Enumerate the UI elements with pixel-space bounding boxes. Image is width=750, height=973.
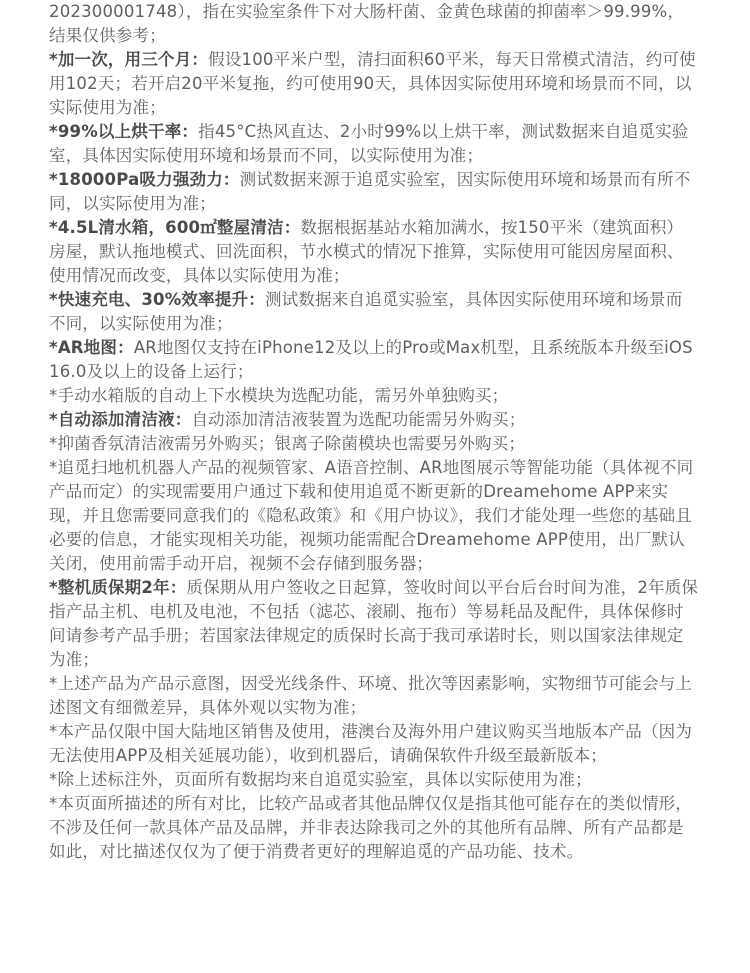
- note-text: *本产品仅限中国大陆地区销售及使用，港澳台及海外用户建议购买当地版本产品（因为无法使用APP及相关延展功能），收到机器后，请确保软件升级至最新版本；: [49, 722, 693, 765]
- note-warranty: [49, 576, 699, 672]
- note-product-illustration: [49, 672, 699, 720]
- note-sales-region: [49, 720, 699, 768]
- note-text: *除上述标注外，页面所有数据均来自追觅实验室，具体以实际使用为准；: [49, 770, 592, 789]
- note-text: 假设100平米户型，清扫面积60平米，每天日常模式清洁，约可使用102天；若开启20平米复拖，约可使用90天，具体因实际使用环境和场景而不同，以实际使用为准；: [49, 50, 696, 117]
- note-antibacterial-result: [49, 0, 699, 48]
- note-data-source: [49, 768, 699, 792]
- note-manual-tank-module: [49, 384, 699, 408]
- note-text: 测试数据来源于追觅实验室，因实际使用环境和场景而有所不同，以实际使用为准；: [49, 170, 691, 213]
- note-text: 指45°C热风直达、2小时99%以上烘干率，测试数据来自追觅实验室，具体因实际使用环境和场景而不同，以实际使用为准；: [49, 122, 689, 165]
- note-auto-detergent: [49, 408, 699, 432]
- note-text: 数据根据基站水箱加满水，按150平米（建筑面积）房屋，默认拖地模式、回洗面积，节水模式的情况下推算，实际使用可能因房屋面积、使用情况而改变，具体以实际使用为准；: [49, 218, 684, 285]
- note-comparison-disclaimer: [49, 792, 699, 864]
- note-ar-map: [49, 336, 699, 384]
- note-lead: *加一次，用三个月：: [49, 50, 209, 69]
- disclaimer-notes: [49, 0, 699, 864]
- note-refill-duration: [49, 48, 699, 120]
- note-lead: *4.5L清水箱，600㎡整屋清洁：: [49, 218, 301, 237]
- note-text: *手动水箱版的自动上下水模块为选配功能，需另外单独购买；: [49, 386, 509, 405]
- note-water-tank: [49, 216, 699, 288]
- note-drying-rate: [49, 120, 699, 168]
- note-text: *本页面所描述的所有对比，比较产品或者其他品牌仅仅是指其他可能存在的类似情形，不涉及任何一款具体产品及品牌，并非表达除我司之外的其他所有品牌、所有产品都是如此，对比描述仅仅为了便于消费者更好的理解追觅的产品功能、技术。: [49, 794, 693, 861]
- note-fast-charging: [49, 288, 699, 336]
- note-text: *追觅扫地机机器人产品的视频管家、A语音控制、AR地图展示等智能功能（具体视不同产品而定）的实现需要用户通过下载和使用追觅不断更新的Dreamehome APP来实现，并且您需要同意我们的《隐私政策》和《用户协议》，我们才能处理一些您的基础且必要的信息，才能实现相关功能，视频功能需配合Dreamehome APP使用，出厂默认关闭，使用前需手动开启，视频不会存储到服务器；: [49, 458, 694, 573]
- note-text: *上述产品为产品示意图，因受光线条件、环境、批次等因素影响，实物细节可能会与上述图文有细微差异，具体外观以实物为准；: [49, 674, 693, 717]
- note-fragrance-detergent: [49, 432, 699, 456]
- note-lead: *18000Pa吸力强劲力：: [49, 170, 240, 189]
- note-text: *抑菌香氛清洁液需另外购买；银离子除菌模块也需要另外购买；: [49, 434, 526, 453]
- note-text: 自动添加清洁液装置为选配功能需另外购买；: [191, 410, 526, 429]
- note-smart-features: [49, 456, 699, 576]
- note-text: AR地图仅支持在iPhone12及以上的Pro或Max机型，且系统版本升级至iOS16.0及以上的设备上运行；: [49, 338, 693, 381]
- note-lead: *AR地图：: [49, 338, 134, 357]
- note-lead: *99%以上烘干率：: [49, 122, 199, 141]
- note-text: 测试数据来自追觅实验室，具体因实际使用环境和场景而不同，以实际使用为准；: [49, 290, 683, 333]
- note-lead: *自动添加清洁液：: [49, 410, 192, 429]
- note-text: 质保期从用户签收之日起算，签收时间以平台后台时间为准，2年质保指产品主机、电机及电池，不包括（滤芯、滚刷、拖布）等易耗品及配件，具体保修时间请参考产品手册；若国家法律规定的质保时长高于我司承诺时长，则以国家法律规定为准；: [49, 578, 699, 669]
- note-text: 202300001748），指在实验室条件下对大肠杆菌、金黄色球菌的抑菌率＞99.99%，结果仅供参考；: [49, 2, 685, 45]
- note-suction-power: [49, 168, 699, 216]
- note-lead: *整机质保期2年：: [49, 578, 187, 597]
- note-lead: *快速充电、30%效率提升：: [49, 290, 265, 309]
